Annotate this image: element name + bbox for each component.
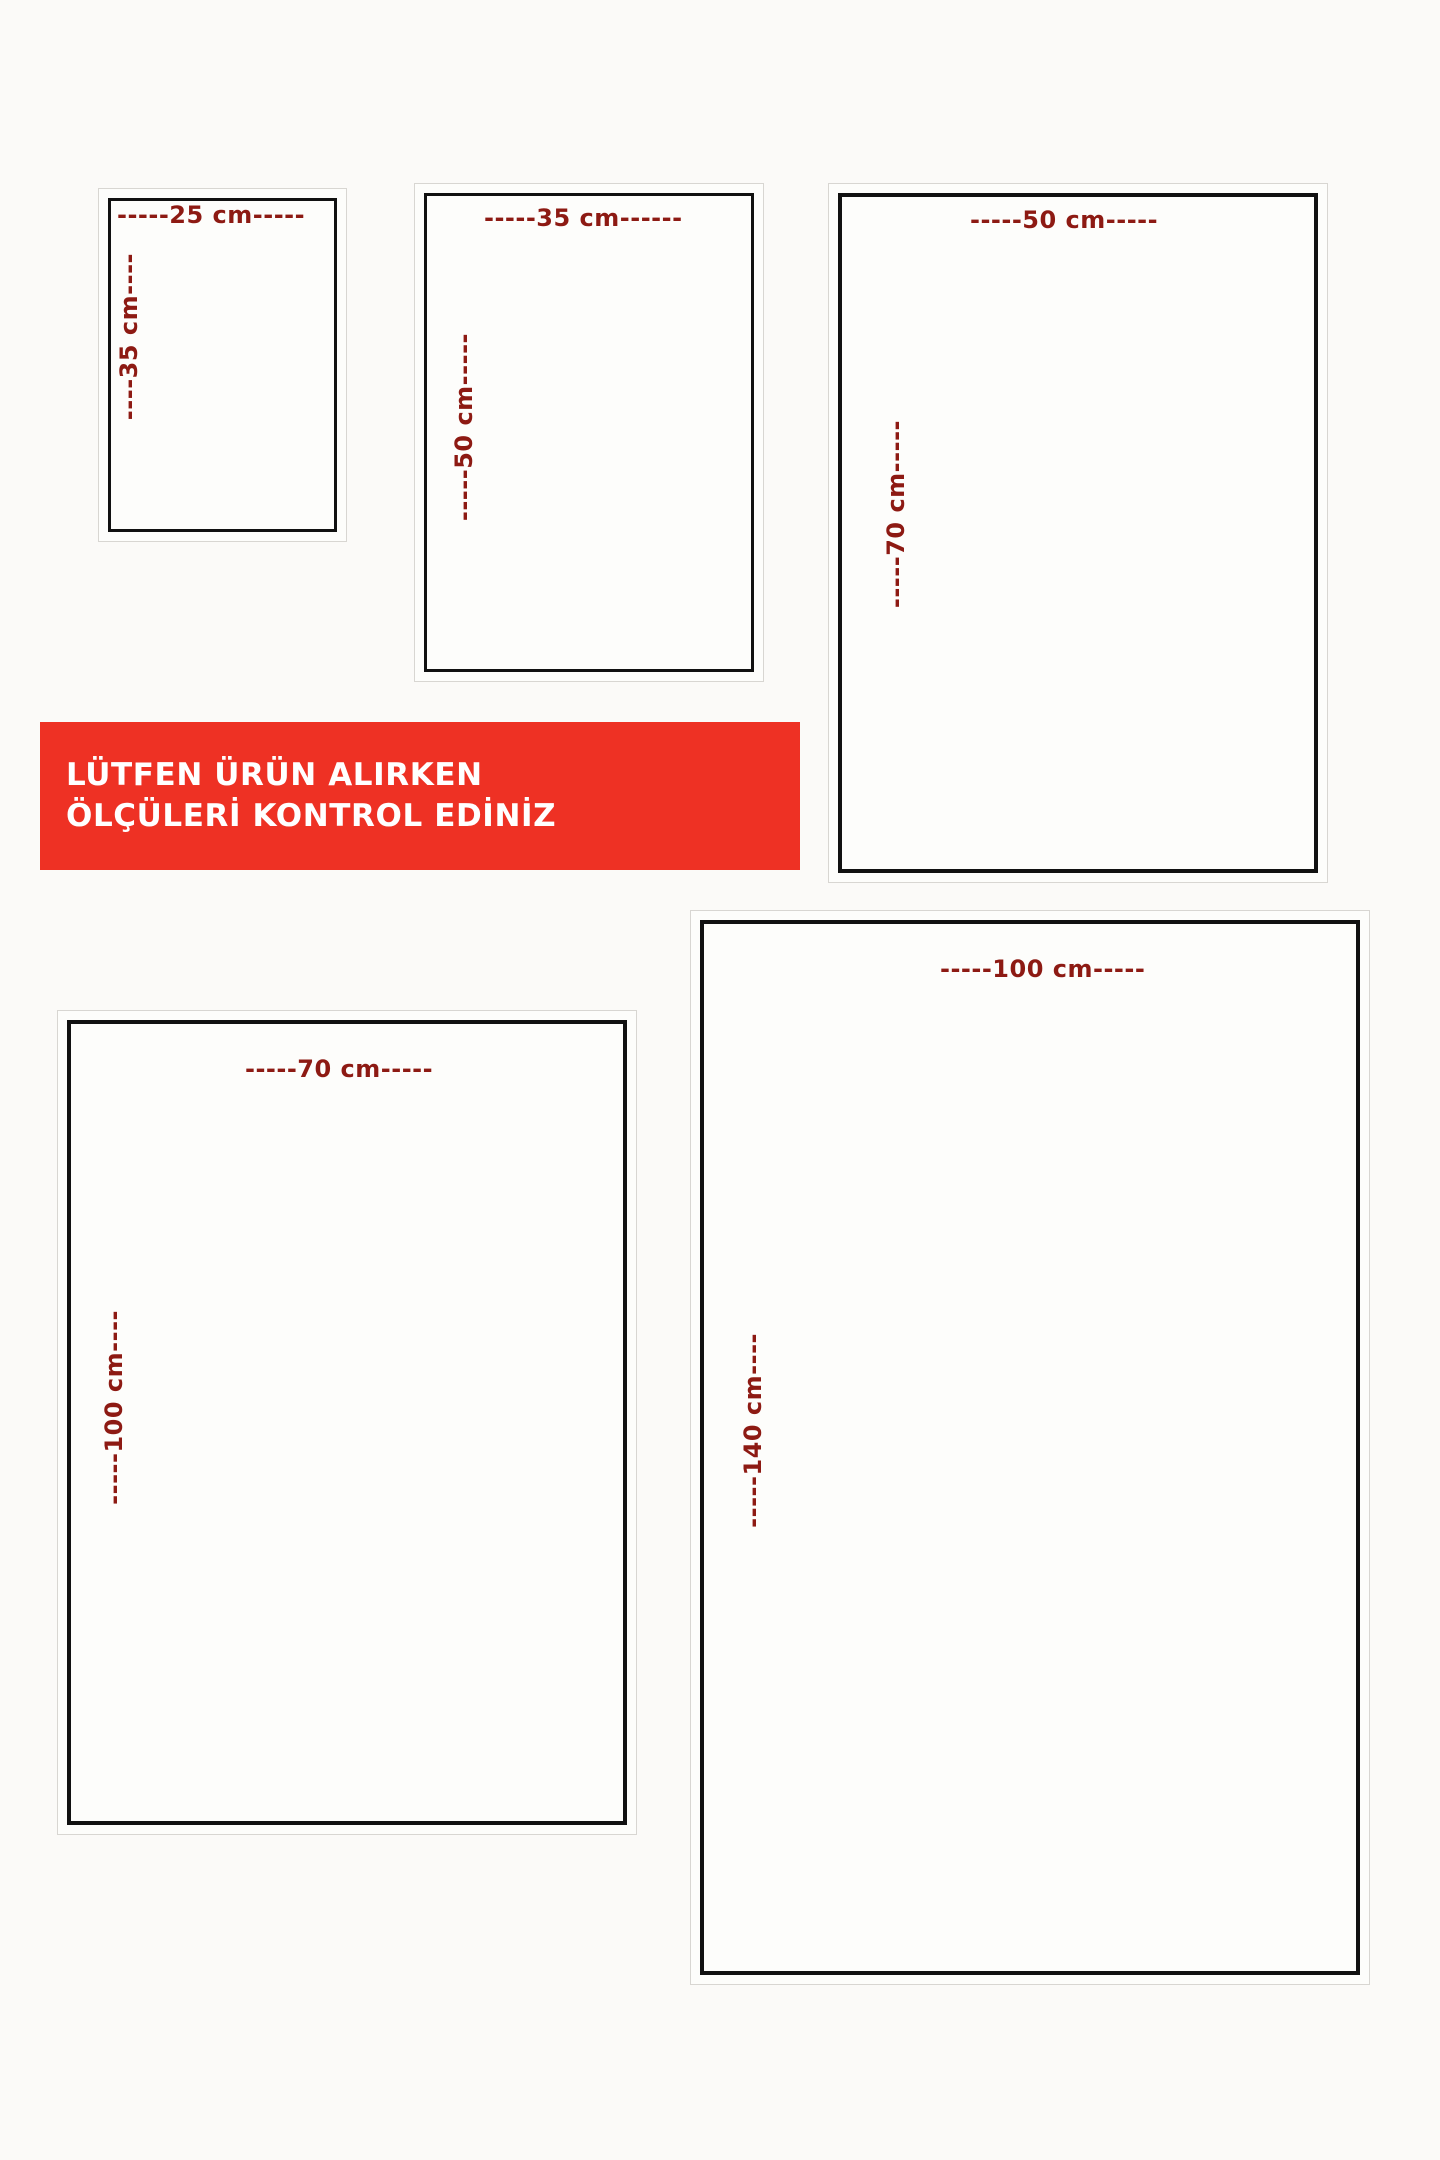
frame-70x100-width-label: -----70 cm----- [245, 1055, 434, 1083]
frame-25x35-height-label: ----35 cm---- [115, 253, 143, 421]
frame-35x50-height-label: -----50 cm----- [450, 333, 478, 522]
banner-line-2: ÖLÇÜLERİ KONTROL EDİNİZ [66, 798, 557, 834]
frame-50x70-inner [838, 193, 1318, 873]
frame-100x140-width-label: -----100 cm----- [940, 955, 1146, 983]
frame-100x140-height-label: -----140 cm---- [739, 1333, 767, 1528]
size-warning-banner [40, 722, 800, 870]
frame-25x35-width-label: -----25 cm----- [117, 201, 306, 229]
banner-line-1: LÜTFEN ÜRÜN ALIRKEN [66, 757, 483, 794]
frame-100x140-inner [700, 920, 1360, 1975]
frame-100x140 [690, 910, 1370, 1985]
frame-70x100-height-label: -----100 cm---- [100, 1310, 128, 1505]
frame-50x70-width-label: -----50 cm----- [970, 206, 1159, 234]
frame-35x50-width-label: -----35 cm------ [484, 204, 683, 232]
frame-50x70-height-label: -----70 cm----- [882, 420, 910, 609]
frame-70x100 [57, 1010, 637, 1835]
frame-70x100-inner [67, 1020, 627, 1825]
